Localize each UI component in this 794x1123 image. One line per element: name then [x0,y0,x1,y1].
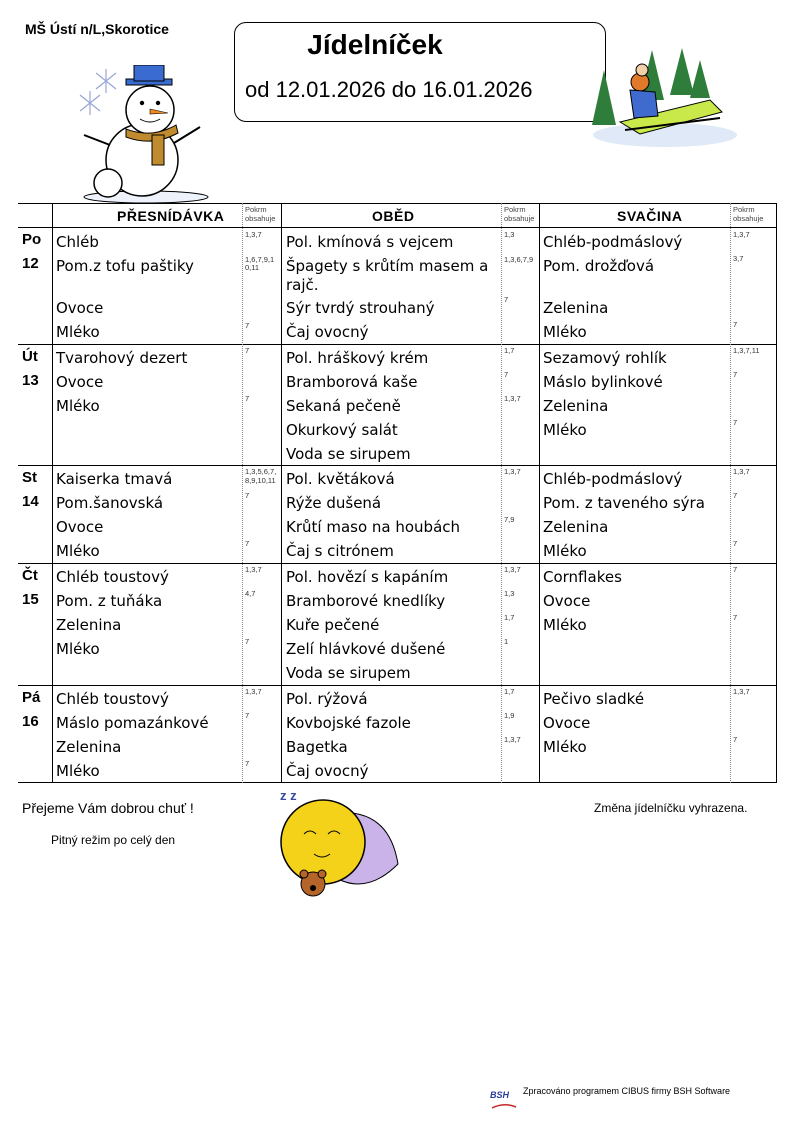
row-divider [18,685,777,686]
menu-item: Ovoce [56,373,104,391]
allergen-codes: 1 [504,637,509,646]
menu-item: Máslo bylinkové [543,373,663,391]
menu-item: Mléko [56,323,100,341]
allergen-codes: 7 [733,320,738,329]
allergen-codes: 7 [245,759,250,768]
column-header-breakfast: PŘESNÍDÁVKA [117,208,225,224]
table-top-border [18,203,777,204]
row-divider [18,465,777,466]
title-box [234,22,606,122]
allergen-codes: 7 [245,394,250,403]
menu-item: Mléko [56,640,100,658]
day-number: 12 [22,255,39,272]
allergen-codes: 0,11 [245,263,260,272]
menu-item: Ovoce [56,299,104,317]
day-column-border [52,203,53,783]
menu-item: Ovoce [56,518,104,536]
allergen-codes: 1,9 [504,711,515,720]
allergen-codes: 7 [245,491,250,500]
menu-item: Voda se sirupem [286,664,411,682]
footer-notice: Změna jídelníčku vyhrazena. [594,801,748,815]
menu-item: Mléko [543,738,587,756]
column-header-lunch: OBĚD [372,208,415,224]
date-range: od 12.01.2026 do 16.01.2026 [245,77,533,102]
menu-item: Zelenina [56,738,122,756]
menu-item: Zelenina [56,616,122,634]
day-number: 13 [22,372,39,389]
allergen-codes: 1,3 [504,589,515,598]
menu-item: Cornflakes [543,568,622,586]
menu-item: Čaj s citrónem [286,542,394,560]
column-header-snack: SVAČINA [617,208,683,224]
menu-item: Pom. z tuňáka [56,592,163,610]
allergen-header: Pokrm obsahuje [733,205,764,223]
day-abbr: Út [22,348,38,365]
menu-item: Zelenina [543,299,609,317]
menu-item: Špagety s krůtím masem a rajč. [286,257,489,294]
menu-item: Mléko [543,421,587,439]
menu-item: Mléko [56,542,100,560]
snowmobile-illustration [580,30,740,150]
allergen-codes: 7 [245,711,250,720]
allergen-codes: 1,3,7 [245,687,262,696]
menu-item: Zelí hlávkové dušené [286,640,446,658]
allergen-codes: 7 [733,491,738,500]
menu-item: Chléb [56,233,99,251]
allergen-codes: 1,3,7 [504,735,521,744]
menu-item: Bramborové knedlíky [286,592,446,610]
allergen-codes: 8,9,10,11 [245,476,276,485]
allergen-codes: 1,3,7 [504,565,521,574]
menu-item: Sezamový rohlík [543,349,667,367]
menu-item: Krůtí maso na houbách [286,518,461,536]
day-number: 16 [22,713,39,730]
allergen-codes: 1,3,5,6,7, [245,467,277,476]
allergen-codes: 1,3,7 [504,467,521,476]
menu-item: Pom. drožďová [543,257,655,275]
menu-item: Mléko [543,323,587,341]
svg-text:z z: z z [280,788,297,803]
menu-item: Chléb toustový [56,690,169,708]
allergen-codes: 4,7 [245,589,256,598]
allergen-codes: 3,7 [733,254,744,263]
sleeping-moon-illustration [268,784,418,909]
allergen-codes: 1,3,7,11 [733,346,760,355]
allergen-codes: 1,3,6,7,9 [504,255,534,264]
menu-item: Pol. kmínová s vejcem [286,233,454,251]
menu-item: Pol. rýžová [286,690,368,708]
menu-item: Pom. z taveného sýra [543,494,705,512]
menu-item: Pom.šanovská [56,494,164,512]
menu-item: Pečivo sladké [543,690,645,708]
allergen-codes: 7 [504,295,509,304]
day-abbr: Po [22,231,42,248]
menu-item: Bagetka [286,738,348,756]
menu-item: Voda se sirupem [286,445,411,463]
allergen-codes: 1,7 [504,346,515,355]
day-number: 14 [22,493,39,510]
allergen-codes: 1,3,7 [733,687,750,696]
allergen-codes: 7,9 [504,515,515,524]
menu-item: Mléko [543,542,587,560]
day-abbr: Čt [22,567,38,584]
allergen-codes: 7 [733,613,738,622]
column-border [539,203,540,783]
allergen-divider [501,203,502,783]
footer-drinks: Pitný režim po celý den [51,833,176,847]
allergen-codes: 1,3,7 [245,230,262,239]
menu-item: Okurkový salát [286,421,398,439]
allergen-divider [242,203,243,783]
allergen-codes: 1,6,7,9,1 [245,255,275,264]
menu-item: Ovoce [543,714,591,732]
menu-item: Čaj ovocný [286,762,369,780]
menu-item: Mléko [56,397,100,415]
allergen-divider [730,203,731,783]
menu-item: Tvarohový dezert [56,349,188,367]
allergen-header: Pokrm obsahuje [245,205,276,223]
row-divider [18,563,777,564]
footer-wish: Přejeme Vám dobrou chuť ! [22,800,194,816]
table-bottom-border [18,782,777,783]
menu-item: Čaj ovocný [286,323,369,341]
allergen-codes: 7 [733,565,738,574]
allergen-codes: 7 [733,735,738,744]
bsh-logo: BSH [490,1083,518,1101]
page-title: Jídelníček [307,29,443,60]
bsh-logo-swoosh [490,1102,518,1110]
menu-item: Zelenina [543,518,609,536]
allergen-codes: 7 [733,418,738,427]
menu-item: Kovbojské fazole [286,714,411,732]
column-border [281,203,282,783]
header-bottom-border [18,227,777,228]
menu-item: Zelenina [543,397,609,415]
menu-item: Rýže dušená [286,494,382,512]
school-name: MŠ Ústí n/L,Skorotice [25,21,169,37]
menu-item: Pom.z tofu paštiky [56,257,194,275]
menu-item: Pol. hráškový krém [286,349,429,367]
allergen-codes: 7 [733,370,738,379]
allergen-codes: 7 [504,370,509,379]
table-right-border [776,203,777,783]
software-credit: Zpracováno programem CIBUS firmy BSH Software [523,1086,731,1096]
day-abbr: Pá [22,689,41,706]
row-divider [18,344,777,345]
menu-item: Máslo pomazánkové [56,714,209,732]
snowman-illustration [70,65,220,205]
allergen-codes: 1,3,7 [245,565,262,574]
allergen-codes: 1,3,7 [504,394,521,403]
allergen-codes: 7 [733,539,738,548]
allergen-codes: 7 [245,637,250,646]
menu-item: Bramborová kaše [286,373,418,391]
menu-item: Sekaná pečeně [286,397,401,415]
allergen-codes: 1,3,7 [733,467,750,476]
allergen-codes: 1,3 [504,230,515,239]
allergen-codes: 7 [245,539,250,548]
menu-item: Kaiserka tmavá [56,470,173,488]
allergen-codes: 1,7 [504,613,515,622]
menu-item: Pol. hovězí s kapáním [286,568,449,586]
menu-item: Mléko [56,762,100,780]
menu-item: Chléb toustový [56,568,169,586]
day-abbr: St [22,469,37,486]
snowflake-icon [80,69,116,115]
menu-item: Chléb-podmáslový [543,233,683,251]
allergen-header: Pokrm obsahuje [504,205,535,223]
menu-item: Chléb-podmáslový [543,470,683,488]
allergen-codes: 1,7 [504,687,515,696]
menu-item: Ovoce [543,592,591,610]
menu-item: Mléko [543,616,587,634]
menu-item: Pol. květáková [286,470,395,488]
day-number: 15 [22,591,39,608]
menu-item: Kuře pečené [286,616,380,634]
allergen-codes: 7 [245,346,250,355]
allergen-codes: 1,3,7 [733,230,750,239]
menu-item: Sýr tvrdý strouhaný [286,299,435,317]
allergen-codes: 7 [245,321,250,330]
